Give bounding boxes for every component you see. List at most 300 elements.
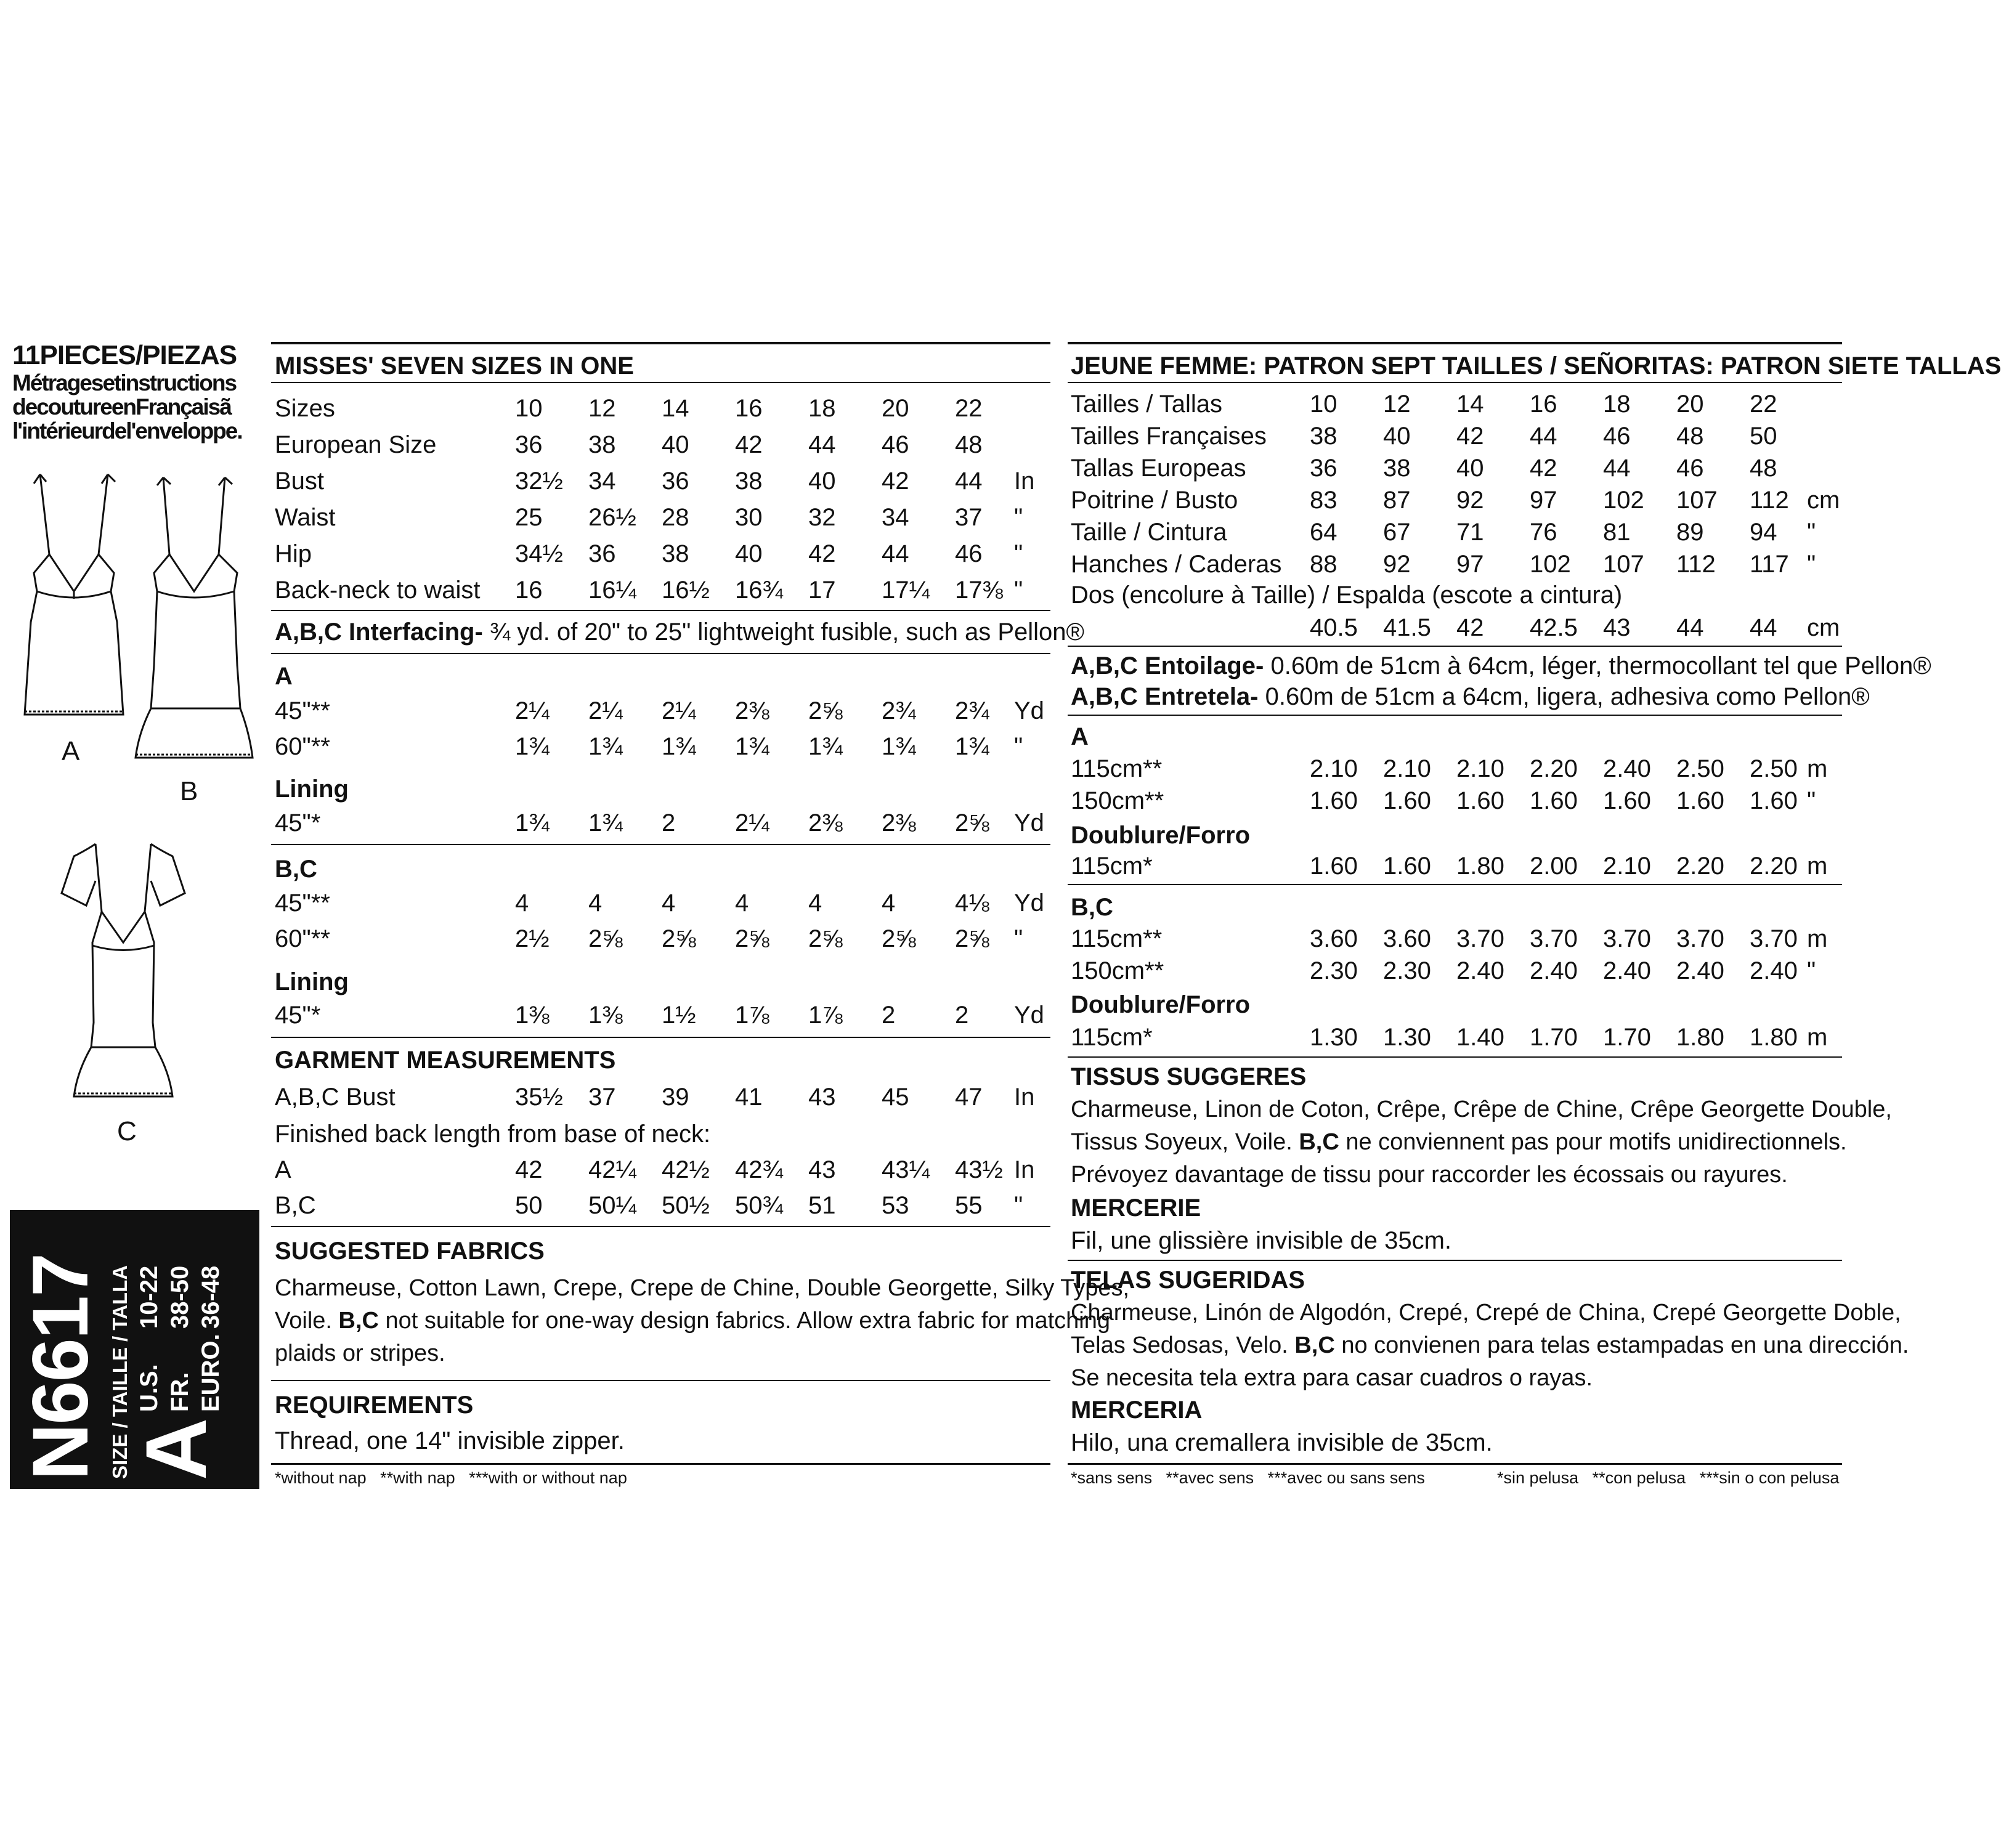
row-label: Hip bbox=[275, 540, 312, 567]
view-heading-text: B,C bbox=[275, 856, 317, 883]
cell-value: 2½ bbox=[515, 925, 550, 952]
cell-value: 2⅝ bbox=[808, 697, 843, 724]
cell-value: 38 bbox=[735, 468, 763, 495]
cell-value: 26½ bbox=[588, 504, 636, 531]
cell-value: 2.10 bbox=[1383, 755, 1431, 782]
cell-value: 42 bbox=[515, 1156, 543, 1183]
cell-value: 87 bbox=[1383, 487, 1411, 514]
cell-value: 4⅛ bbox=[955, 890, 989, 917]
divider bbox=[271, 1226, 1050, 1227]
cell-value: 2.40 bbox=[1676, 957, 1724, 984]
cell-value: 2⅝ bbox=[588, 925, 623, 952]
table-row bbox=[1071, 850, 1841, 882]
unit-label: Yd bbox=[1014, 697, 1044, 724]
divider bbox=[1068, 884, 1842, 885]
cell-value: 1.60 bbox=[1383, 853, 1431, 880]
table-row bbox=[275, 731, 1048, 763]
row-label: Tailles / Tallas bbox=[1071, 391, 1223, 418]
cell-value: 4 bbox=[808, 890, 822, 917]
cell-value: 2 bbox=[882, 1002, 896, 1029]
cell-value: 1¾ bbox=[808, 733, 843, 760]
cell-value: 2.40 bbox=[1603, 755, 1651, 782]
row-label: 150cm** bbox=[1071, 787, 1164, 814]
cell-value: 89 bbox=[1676, 519, 1704, 546]
table-row bbox=[275, 392, 1048, 424]
french-note-line: Métragesetinstructions bbox=[12, 370, 237, 395]
french-footnote: *sans sens **avec sens ***avec ou sans sens bbox=[1071, 1469, 1425, 1487]
cell-value: 3.70 bbox=[1530, 925, 1578, 952]
fabrics-title-text: SUGGESTED FABRICS bbox=[275, 1238, 545, 1265]
row-label: Back-neck to waist bbox=[275, 577, 481, 604]
row-label: 150cm** bbox=[1071, 957, 1164, 984]
french-note-line: l'intérieurdel'enveloppe. bbox=[12, 418, 242, 444]
cell-value: 40 bbox=[808, 468, 836, 495]
cell-value: 53 bbox=[882, 1192, 909, 1219]
cell-value: 45 bbox=[882, 1084, 909, 1111]
fabrics-line: Charmeuse, Cotton Lawn, Crepe, Crepe de Chine, Double Georgette, Silky Types, bbox=[275, 1275, 1130, 1301]
us-label: U.S. bbox=[136, 1364, 163, 1412]
cell-value: 12 bbox=[1383, 391, 1411, 418]
cell-value: 43 bbox=[808, 1156, 836, 1183]
divider bbox=[1068, 646, 1842, 647]
interfacing-text: ¾ yd. of 20" to 25" lightweight fusible, such as Pellon® bbox=[482, 618, 1085, 646]
cell-value: 41 bbox=[735, 1084, 763, 1111]
pattern-number: N6617 bbox=[17, 1254, 105, 1480]
row-label: Hanches / Caderas bbox=[1071, 551, 1282, 578]
table-row bbox=[275, 429, 1048, 461]
cell-value: 46 bbox=[955, 540, 983, 567]
cell-value: 35½ bbox=[515, 1084, 563, 1111]
cell-value: 2¼ bbox=[662, 697, 696, 724]
cell-value: 50¾ bbox=[735, 1192, 783, 1219]
fabrics-views: B,C bbox=[338, 1308, 379, 1334]
row-label: A bbox=[275, 1156, 291, 1183]
cell-value: 20 bbox=[1676, 391, 1704, 418]
divider bbox=[1068, 715, 1842, 716]
cell-value: 2.20 bbox=[1676, 853, 1724, 880]
cell-value: 2.10 bbox=[1603, 853, 1651, 880]
table-row bbox=[275, 1189, 1048, 1222]
cell-value: 2 bbox=[662, 809, 676, 837]
cell-value: 2⅝ bbox=[955, 809, 989, 837]
cell-value: 1.60 bbox=[1383, 787, 1431, 814]
cell-value: 40.5 bbox=[1310, 614, 1358, 641]
cell-value: 18 bbox=[808, 395, 836, 422]
cell-value: 2.20 bbox=[1530, 755, 1578, 782]
tissus-line bbox=[1071, 1126, 1892, 1159]
lining-heading-text: Lining bbox=[275, 968, 349, 995]
cell-value: 42 bbox=[1456, 614, 1484, 641]
telas-text-part: Telas Sedosas, Velo. bbox=[1071, 1332, 1295, 1358]
cell-value: 50 bbox=[1750, 423, 1777, 450]
cell-value: 2.40 bbox=[1456, 957, 1504, 984]
cell-value: 76 bbox=[1530, 519, 1557, 546]
cell-value: 36 bbox=[515, 431, 543, 458]
pieces-title: 11PIECES/PIEZAS bbox=[12, 340, 237, 370]
cell-value: 14 bbox=[662, 395, 689, 422]
cell-value: 2.30 bbox=[1310, 957, 1358, 984]
cell-value: 4 bbox=[735, 890, 749, 917]
cell-value: 48 bbox=[1676, 423, 1704, 450]
cell-value: 43 bbox=[1603, 614, 1631, 641]
table-row bbox=[1071, 388, 1841, 420]
cell-value: 117 bbox=[1750, 551, 1789, 578]
cell-value: 16 bbox=[515, 577, 543, 604]
cell-value: 22 bbox=[1750, 391, 1777, 418]
doublure-heading-text: Doublure/Forro bbox=[1071, 991, 1251, 1018]
cell-value: 1¾ bbox=[662, 733, 696, 760]
cell-value: 1.30 bbox=[1310, 1024, 1358, 1051]
cell-value: 38 bbox=[588, 431, 616, 458]
cell-value: 3.70 bbox=[1456, 925, 1504, 952]
cell-value: 102 bbox=[1530, 551, 1571, 578]
spanish-footnote: *sin pelusa **con pelusa ***sin o con pelusa bbox=[1497, 1469, 1840, 1487]
table-row bbox=[1071, 548, 1841, 580]
divider bbox=[271, 342, 1050, 344]
table-row bbox=[275, 501, 1048, 533]
fabrics-line bbox=[275, 1305, 1129, 1337]
row-label: 45"* bbox=[275, 1002, 321, 1029]
cell-value: 51 bbox=[808, 1192, 836, 1219]
cell-value: 2⅝ bbox=[955, 925, 989, 952]
cell-value: 47 bbox=[955, 1084, 983, 1111]
table-row bbox=[1071, 955, 1841, 987]
cell-value: 4 bbox=[882, 890, 896, 917]
cell-value: 43 bbox=[808, 1084, 836, 1111]
cell-value: 41.5 bbox=[1383, 614, 1431, 641]
cell-value: 4 bbox=[588, 890, 603, 917]
view-label-c: C bbox=[117, 1116, 137, 1146]
unit-label: m bbox=[1807, 755, 1828, 782]
cell-value: 112 bbox=[1676, 551, 1716, 578]
cell-value: 1¾ bbox=[882, 733, 916, 760]
cell-value: 36 bbox=[662, 468, 689, 495]
cell-value: 1.80 bbox=[1456, 853, 1504, 880]
row-label: 60"** bbox=[275, 733, 330, 760]
cell-value: 112 bbox=[1750, 487, 1789, 514]
cell-value: 2.10 bbox=[1456, 755, 1504, 782]
row-label: 115cm** bbox=[1071, 925, 1163, 952]
cell-value: 2⅜ bbox=[808, 809, 843, 837]
cell-value: 1¾ bbox=[515, 733, 550, 760]
entretela-label: A,B,C Entretela- bbox=[1071, 683, 1259, 710]
cell-value: 2.40 bbox=[1603, 957, 1651, 984]
cell-value: 1⅜ bbox=[588, 1002, 623, 1029]
table-row bbox=[275, 807, 1048, 839]
euro-range: 36-48 bbox=[197, 1265, 224, 1329]
cell-value: 38 bbox=[662, 540, 689, 567]
cell-value: 46 bbox=[1603, 423, 1631, 450]
cell-value: 4 bbox=[662, 890, 676, 917]
cell-value: 43½ bbox=[955, 1156, 1003, 1183]
cell-value: 16¼ bbox=[588, 577, 636, 604]
unit-label: " bbox=[1014, 577, 1023, 604]
cell-value: 1⅞ bbox=[808, 1002, 843, 1029]
cell-value: 2.10 bbox=[1310, 755, 1358, 782]
cell-value: 36 bbox=[1310, 455, 1337, 482]
cell-value: 2⅜ bbox=[735, 697, 769, 724]
english-footnote: *without nap **with nap ***with or without nap bbox=[275, 1469, 627, 1487]
fabrics-line: plaids or stripes. bbox=[275, 1340, 445, 1366]
entretela-text: 0.60m de 51cm a 64cm, ligera, adhesiva como Pellon® bbox=[1258, 683, 1870, 710]
requirements-value: Thread, one 14" invisible zipper. bbox=[275, 1427, 625, 1454]
row-label: 115cm* bbox=[1071, 1024, 1153, 1051]
pattern-label-rotated bbox=[10, 1210, 259, 1489]
cell-value: 71 bbox=[1456, 519, 1484, 546]
cell-value: 2.50 bbox=[1750, 755, 1798, 782]
unit-label: Yd bbox=[1014, 1002, 1044, 1029]
cell-value: 2¼ bbox=[588, 697, 623, 724]
cell-value: 1.80 bbox=[1750, 1024, 1798, 1051]
cell-value: 3.60 bbox=[1383, 925, 1431, 952]
size-letter: A bbox=[128, 1417, 224, 1480]
size-taille-label: SIZE / TAILLE / TALLA bbox=[108, 1265, 131, 1479]
cell-value: 10 bbox=[1310, 391, 1337, 418]
cell-value: 39 bbox=[662, 1084, 689, 1111]
cell-value: 4 bbox=[515, 890, 529, 917]
cell-value: 34 bbox=[882, 504, 909, 531]
row-label: Waist bbox=[275, 504, 336, 531]
cell-value: 2⅝ bbox=[808, 925, 843, 952]
telas-title-text: TELAS SUGERIDAS bbox=[1071, 1266, 1305, 1294]
unit-label: cm bbox=[1807, 614, 1840, 641]
cell-value: 25 bbox=[515, 504, 543, 531]
row-label: Bust bbox=[275, 468, 325, 495]
fs-title-text: JEUNE FEMME: PATRON SEPT TAILLES / SEÑORITAS: PATRON SIETE TALLAS bbox=[1071, 352, 2001, 379]
tissus-line: Charmeuse, Linon de Coton, Crêpe, Crêpe de Chine, Crêpe Georgette Double, bbox=[1071, 1096, 1892, 1122]
cell-value: 1.60 bbox=[1530, 787, 1578, 814]
dress-view-b-illustration bbox=[132, 468, 256, 776]
table-row bbox=[1071, 785, 1841, 817]
dress-view-a-illustration bbox=[15, 468, 132, 733]
cell-value: 44 bbox=[955, 468, 983, 495]
row-label: 115cm* bbox=[1071, 853, 1153, 880]
cell-value: 44 bbox=[1603, 455, 1631, 482]
unit-label: In bbox=[1014, 468, 1035, 495]
unit-label: cm bbox=[1807, 487, 1840, 514]
english-title-text: MISSES' SEVEN SIZES IN ONE bbox=[275, 352, 634, 379]
fr-range: 38-50 bbox=[166, 1265, 193, 1329]
cell-value: 42 bbox=[735, 431, 763, 458]
cell-value: 1.60 bbox=[1750, 787, 1798, 814]
divider bbox=[271, 610, 1050, 611]
mercerie-title-text: MERCERIE bbox=[1071, 1194, 1201, 1222]
tissus-text-part: ne conviennent pas pour motifs unidirectionnels. bbox=[1339, 1129, 1847, 1155]
cell-value: 44 bbox=[882, 540, 909, 567]
divider bbox=[271, 1037, 1050, 1038]
divider bbox=[271, 844, 1050, 845]
divider bbox=[271, 653, 1050, 654]
cell-value: 12 bbox=[588, 395, 616, 422]
cell-value: 17⅜ bbox=[955, 577, 1003, 604]
cell-value: 2¼ bbox=[515, 697, 550, 724]
table-row bbox=[275, 999, 1048, 1031]
tissus-title-text: TISSUS SUGGERES bbox=[1071, 1063, 1307, 1090]
cell-value: 42½ bbox=[662, 1156, 710, 1183]
cell-value: 55 bbox=[955, 1192, 983, 1219]
cell-value: 10 bbox=[515, 395, 543, 422]
divider bbox=[271, 1380, 1050, 1381]
cell-value: 1¾ bbox=[588, 809, 623, 837]
cell-value: 42¾ bbox=[735, 1156, 783, 1183]
cell-value: 2 bbox=[955, 1002, 969, 1029]
cell-value: 16¾ bbox=[735, 577, 783, 604]
cell-value: 30 bbox=[735, 504, 763, 531]
row-label: 60"** bbox=[275, 925, 330, 952]
cell-value: 50 bbox=[515, 1192, 543, 1219]
view-heading-text: A bbox=[1071, 723, 1089, 750]
telas-line: Charmeuse, Linón de Algodón, Crepé, Crepé de China, Crepé Georgette Doble, bbox=[1071, 1300, 1901, 1326]
unit-label: m bbox=[1807, 853, 1828, 880]
cell-value: 2.40 bbox=[1750, 957, 1798, 984]
cell-value: 20 bbox=[882, 395, 909, 422]
finished-length-text: Finished back length from base of neck: bbox=[275, 1121, 711, 1148]
cell-value: 2⅝ bbox=[882, 925, 916, 952]
row-label: 45"** bbox=[275, 697, 330, 724]
cell-value: 81 bbox=[1603, 519, 1631, 546]
cell-value: 92 bbox=[1456, 487, 1484, 514]
cell-value: 94 bbox=[1750, 519, 1777, 546]
table-row bbox=[1071, 420, 1841, 452]
cell-value: 2.30 bbox=[1383, 957, 1431, 984]
euro-label: EURO. bbox=[197, 1334, 224, 1412]
cell-value: 67 bbox=[1383, 519, 1411, 546]
cell-value: 3.70 bbox=[1750, 925, 1798, 952]
telas-line: Se necesita tela extra para casar cuadros o rayas. bbox=[1071, 1365, 1593, 1391]
cell-value: 1.70 bbox=[1530, 1024, 1578, 1051]
requirements-title-text: REQUIREMENTS bbox=[275, 1392, 474, 1419]
row-label: European Size bbox=[275, 431, 437, 458]
cell-value: 88 bbox=[1310, 551, 1337, 578]
cell-value: 1.70 bbox=[1603, 1024, 1651, 1051]
mercerie-value: Fil, une glissière invisible de 35cm. bbox=[1071, 1227, 1452, 1254]
cell-value: 92 bbox=[1383, 551, 1411, 578]
merceria-title-text: MERCERIA bbox=[1071, 1396, 1203, 1424]
entoilage-label: A,B,C Entoilage- bbox=[1071, 652, 1264, 679]
unit-label: " bbox=[1807, 787, 1816, 814]
cell-value: 40 bbox=[1383, 423, 1411, 450]
cell-value: 1¾ bbox=[955, 733, 989, 760]
cell-value: 32 bbox=[808, 504, 836, 531]
tissus-line: Prévoyez davantage de tissu pour raccorder les écossais ou rayures. bbox=[1071, 1162, 1788, 1188]
unit-label: Yd bbox=[1014, 890, 1044, 917]
cell-value: 42 bbox=[882, 468, 909, 495]
cell-value: 2.50 bbox=[1676, 755, 1724, 782]
cell-value: 1.40 bbox=[1456, 1024, 1504, 1051]
telas-text bbox=[1071, 1297, 1909, 1395]
cell-value: 16 bbox=[735, 395, 763, 422]
row-label: 45"** bbox=[275, 890, 330, 917]
cell-value: 28 bbox=[662, 504, 689, 531]
row-label: A,B,C Bust bbox=[275, 1084, 396, 1111]
table-row bbox=[1071, 753, 1841, 785]
dress-view-c-illustration bbox=[49, 838, 197, 1109]
cell-value: 16½ bbox=[662, 577, 710, 604]
table-row bbox=[1071, 452, 1841, 484]
row-label: Poitrine / Busto bbox=[1071, 487, 1238, 514]
cell-value: 64 bbox=[1310, 519, 1337, 546]
divider bbox=[1068, 342, 1842, 344]
us-range: 10-22 bbox=[136, 1265, 163, 1329]
cell-value: 1½ bbox=[662, 1002, 696, 1029]
unit-label: " bbox=[1807, 519, 1816, 546]
cell-value: 2.00 bbox=[1530, 853, 1578, 880]
table-row bbox=[275, 574, 1048, 606]
cell-value: 18 bbox=[1603, 391, 1631, 418]
cell-value: 32½ bbox=[515, 468, 563, 495]
cell-value: 34½ bbox=[515, 540, 563, 567]
cell-value: 46 bbox=[882, 431, 909, 458]
table-row bbox=[1071, 923, 1841, 955]
cell-value: 44 bbox=[1676, 614, 1704, 641]
dos-label-text: Dos (encolure à Taille) / Espalda (escote a cintura) bbox=[1071, 582, 1623, 609]
cell-value: 1.60 bbox=[1603, 787, 1651, 814]
table-row bbox=[1071, 1021, 1841, 1053]
cell-value: 2⅜ bbox=[882, 809, 916, 837]
row-label: Tailles Françaises bbox=[1071, 423, 1267, 450]
cell-value: 2.40 bbox=[1530, 957, 1578, 984]
divider bbox=[271, 1463, 1050, 1465]
telas-line bbox=[1071, 1329, 1909, 1362]
cell-value: 3.70 bbox=[1676, 925, 1724, 952]
telas-views: B,C bbox=[1294, 1332, 1335, 1358]
fr-label: FR. bbox=[166, 1372, 193, 1412]
table-row bbox=[275, 887, 1048, 919]
tissus-text-part: Tissus Soyeux, Voile. bbox=[1071, 1129, 1299, 1155]
cell-value: 1.60 bbox=[1456, 787, 1504, 814]
cell-value: 40 bbox=[662, 431, 689, 458]
divider bbox=[1068, 382, 1842, 383]
cell-value: 1⅞ bbox=[735, 1002, 769, 1029]
cell-value: 16 bbox=[1530, 391, 1557, 418]
doublure-heading-text: Doublure/Forro bbox=[1071, 822, 1251, 849]
tissus-views: B,C bbox=[1299, 1129, 1339, 1155]
cell-value: 37 bbox=[588, 1084, 616, 1111]
unit-label: m bbox=[1807, 1024, 1828, 1051]
unit-label: " bbox=[1807, 957, 1816, 984]
cell-value: 44 bbox=[1530, 423, 1557, 450]
table-row bbox=[275, 1154, 1048, 1186]
cell-value: 42¼ bbox=[588, 1156, 636, 1183]
row-label: Tallas Europeas bbox=[1071, 455, 1246, 482]
unit-label: " bbox=[1014, 540, 1023, 567]
cell-value: 1¾ bbox=[588, 733, 623, 760]
unit-label: " bbox=[1807, 551, 1816, 578]
cell-value: 22 bbox=[955, 395, 983, 422]
cell-value: 40 bbox=[735, 540, 763, 567]
cell-value: 50¼ bbox=[588, 1192, 636, 1219]
view-label-b: B bbox=[180, 776, 198, 806]
divider bbox=[271, 382, 1050, 383]
cell-value: 2⅝ bbox=[662, 925, 696, 952]
french-note-line: decoutureenFrançaisã bbox=[12, 394, 231, 419]
cell-value: 1.80 bbox=[1676, 1024, 1724, 1051]
cell-value: 1.60 bbox=[1676, 787, 1724, 814]
cell-value: 97 bbox=[1530, 487, 1557, 514]
unit-label: Yd bbox=[1014, 809, 1044, 837]
french-note bbox=[12, 371, 242, 443]
telas-text-part: no convienen para telas estampadas en una dirección. bbox=[1334, 1332, 1909, 1358]
unit-label: " bbox=[1014, 733, 1023, 760]
view-heading-text: A bbox=[275, 663, 293, 690]
cell-value: 3.60 bbox=[1310, 925, 1358, 952]
cell-value: 2⅝ bbox=[735, 925, 769, 952]
unit-label: In bbox=[1014, 1084, 1035, 1111]
unit-label: m bbox=[1807, 925, 1828, 952]
cell-value: 1¾ bbox=[735, 733, 769, 760]
view-label-a: A bbox=[62, 736, 80, 766]
unit-label: In bbox=[1014, 1156, 1035, 1183]
